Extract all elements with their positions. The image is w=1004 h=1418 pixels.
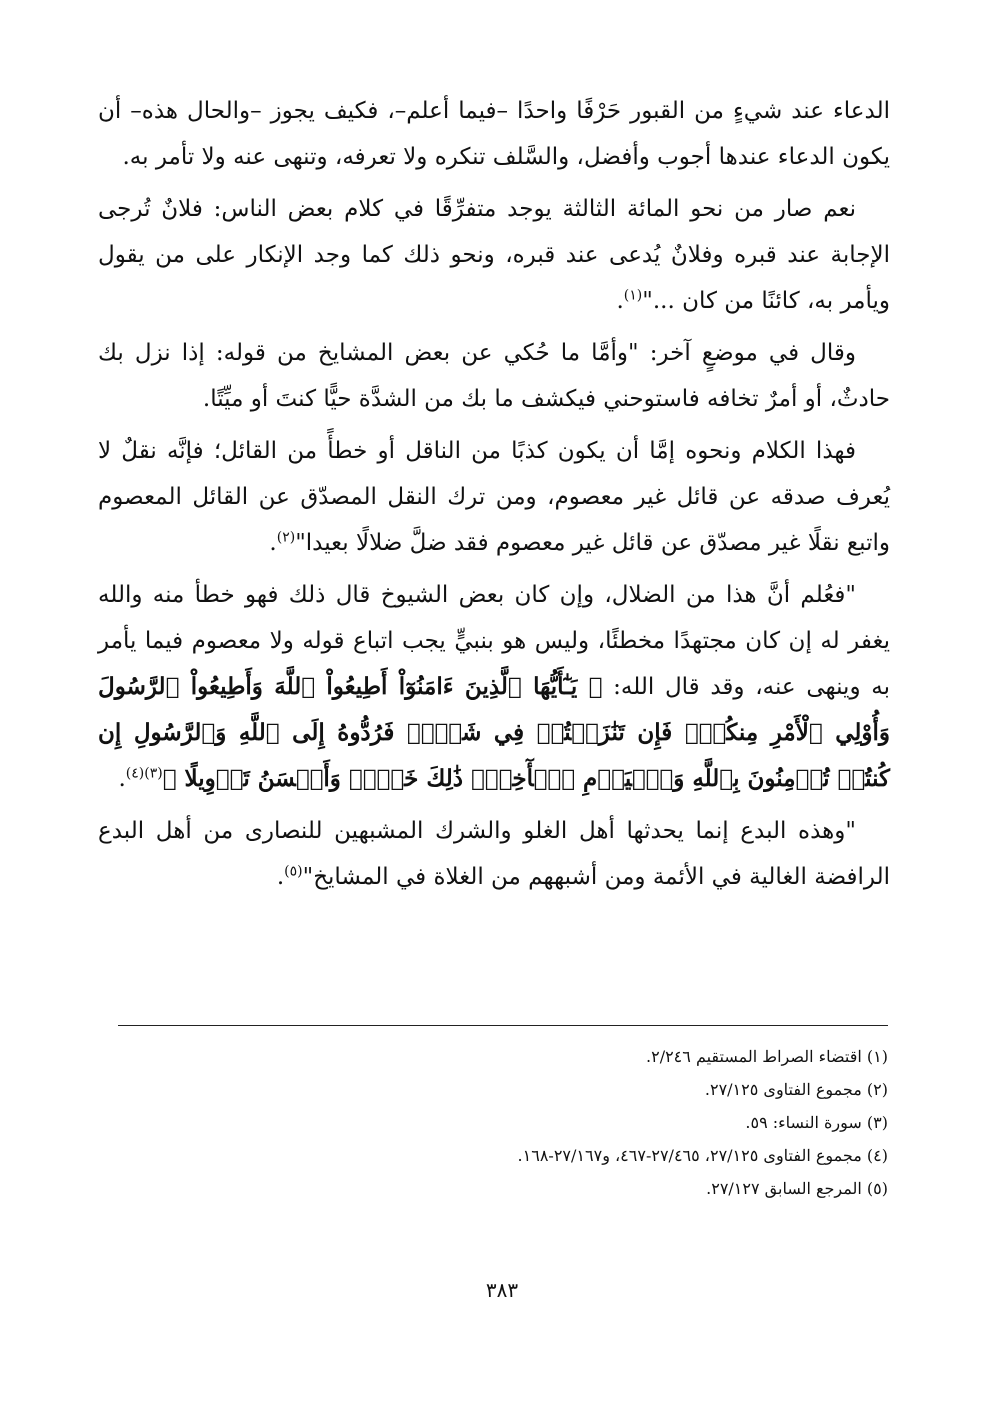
footnote-ref-1[interactable]: (١) (623, 287, 643, 304)
footnote-ref-4[interactable]: (٤) (125, 765, 145, 782)
period: . (118, 766, 126, 792)
period: . (269, 530, 277, 556)
paragraph-6 (98, 808, 890, 900)
paragraph-5-text: "فعُلم أنَّ هذا من الضلال، وإن كان بعض الشيوخ قال ذلك فهو خطأ منه والله يغفر له إن كان مجتهدًا مخطئًا، وليس هو بنبيٍّ يجب اتباع قوله ولا معصوم فيما يأمر به وينهى عنه، وقد قال الله: (98, 582, 890, 700)
footnote-1: (١) اقتضاء الصراط المستقيم ٢/٢٤٦. (646, 1047, 888, 1066)
paragraph-1-text: الدعاء عند شيءٍ من القبور حَرْفًا واحدًا –فيما أعلم–، فكيف يجوز –والحال هذه– أن يكون الدعاء عندها أجوب وأفضل، والسَّلف تنكره ولا تعرفه، وتنهى عنه ولا تأمر به. (98, 98, 890, 170)
main-text (98, 88, 890, 906)
footnotes (118, 1040, 888, 1205)
footnote-divider (118, 1025, 888, 1026)
paragraph-1 (98, 88, 890, 180)
paragraph-2-text: نعم صار من نحو المائة الثالثة يوجد متفرِّقًا في كلام بعض الناس: فلانٌ تُرجى الإجابة عند قبره وفلانٌ يُدعى عند قبره، ونحو ذلك كما وجد الإنكار على من يقول ويأمر به، كائنًا من كان ..." (98, 196, 890, 314)
paragraph-4 (98, 428, 890, 566)
footnote-3: (٣) سورة النساء: ٥٩. (745, 1113, 888, 1132)
period: . (616, 288, 624, 314)
period: . (276, 864, 285, 890)
footnote-ref-5[interactable]: (٥) (284, 863, 303, 880)
paragraph-4-text: فهذا الكلام ونحوه إمَّا أن يكون كذبًا من الناقل أو خطأً من القائل؛ فإنَّه نقلٌ لا يُعرف صدقه عن قائل غير معصوم، ومن ترك النقل المصدّق عن القائل المعصوم واتبع نقلًا غير مصدّق عن قائل غير معصوم فقد ضلَّ ضلالًا بعيدا" (98, 438, 890, 556)
footnote-2: (٢) مجموع الفتاوى ٢٧/١٢٥. (704, 1080, 888, 1099)
footnote-4: (٤) مجموع الفتاوى ٢٧/١٢٥، ٢٧/٤٦٥-٤٦٧، و٢٧/١٦٧-١٦٨. (517, 1146, 888, 1165)
page-number: ٣٨٣ (485, 1278, 519, 1302)
footnote-5: (٥) المرجع السابق ٢٧/١٢٧. (706, 1179, 888, 1198)
footnote-ref-3[interactable]: (٣) (144, 765, 163, 782)
paragraph-6-text: "وهذه البدع إنما يحدثها أهل الغلو والشرك المشبهين للنصارى من أهل البدع الرافضة الغالية في الأئمة ومن أشبههم من الغلاة في المشايخ" (98, 818, 890, 890)
footnote-ref-2[interactable]: (٢) (276, 529, 296, 546)
paragraph-3 (98, 330, 890, 422)
paragraph-5 (98, 572, 890, 802)
paragraph-2 (98, 186, 890, 324)
quran-verse: ﴿ يَـٰٓأَيُّهَا ٱلَّذِينَ ءَامَنُوٓاْ أَطِيعُواْ ٱللَّهَ وَأَطِيعُواْ ٱلرَّسُولَ وَأُوْلِي ٱلْأَمْرِ مِنكُمْۖ فَإِن تَنَٰزَعۡتُمۡ فِي شَيۡءٖ فَرُدُّوهُ إِلَى ٱللَّهِ وَٱلرَّسُولِ إِن كُنتُمۡ تُؤۡمِنُونَ بِٱللَّهِ وَٱلۡيَوۡمِ ٱلۡأٓخِرِۚ ذَٰلِكَ خَيۡرٞ وَأَحۡسَنُ تَأۡوِيلًا ﴾ (98, 673, 890, 792)
paragraph-3-text: وقال في موضعٍ آخر: "وأمَّا ما حُكي عن بعض المشايخ من قوله: إذا نزل بك حادثٌ، أو أمرٌ تخافه فاستوحني فيكشف ما بك من الشدَّة حيًّا كنتَ أو ميِّتًا. (98, 340, 890, 412)
